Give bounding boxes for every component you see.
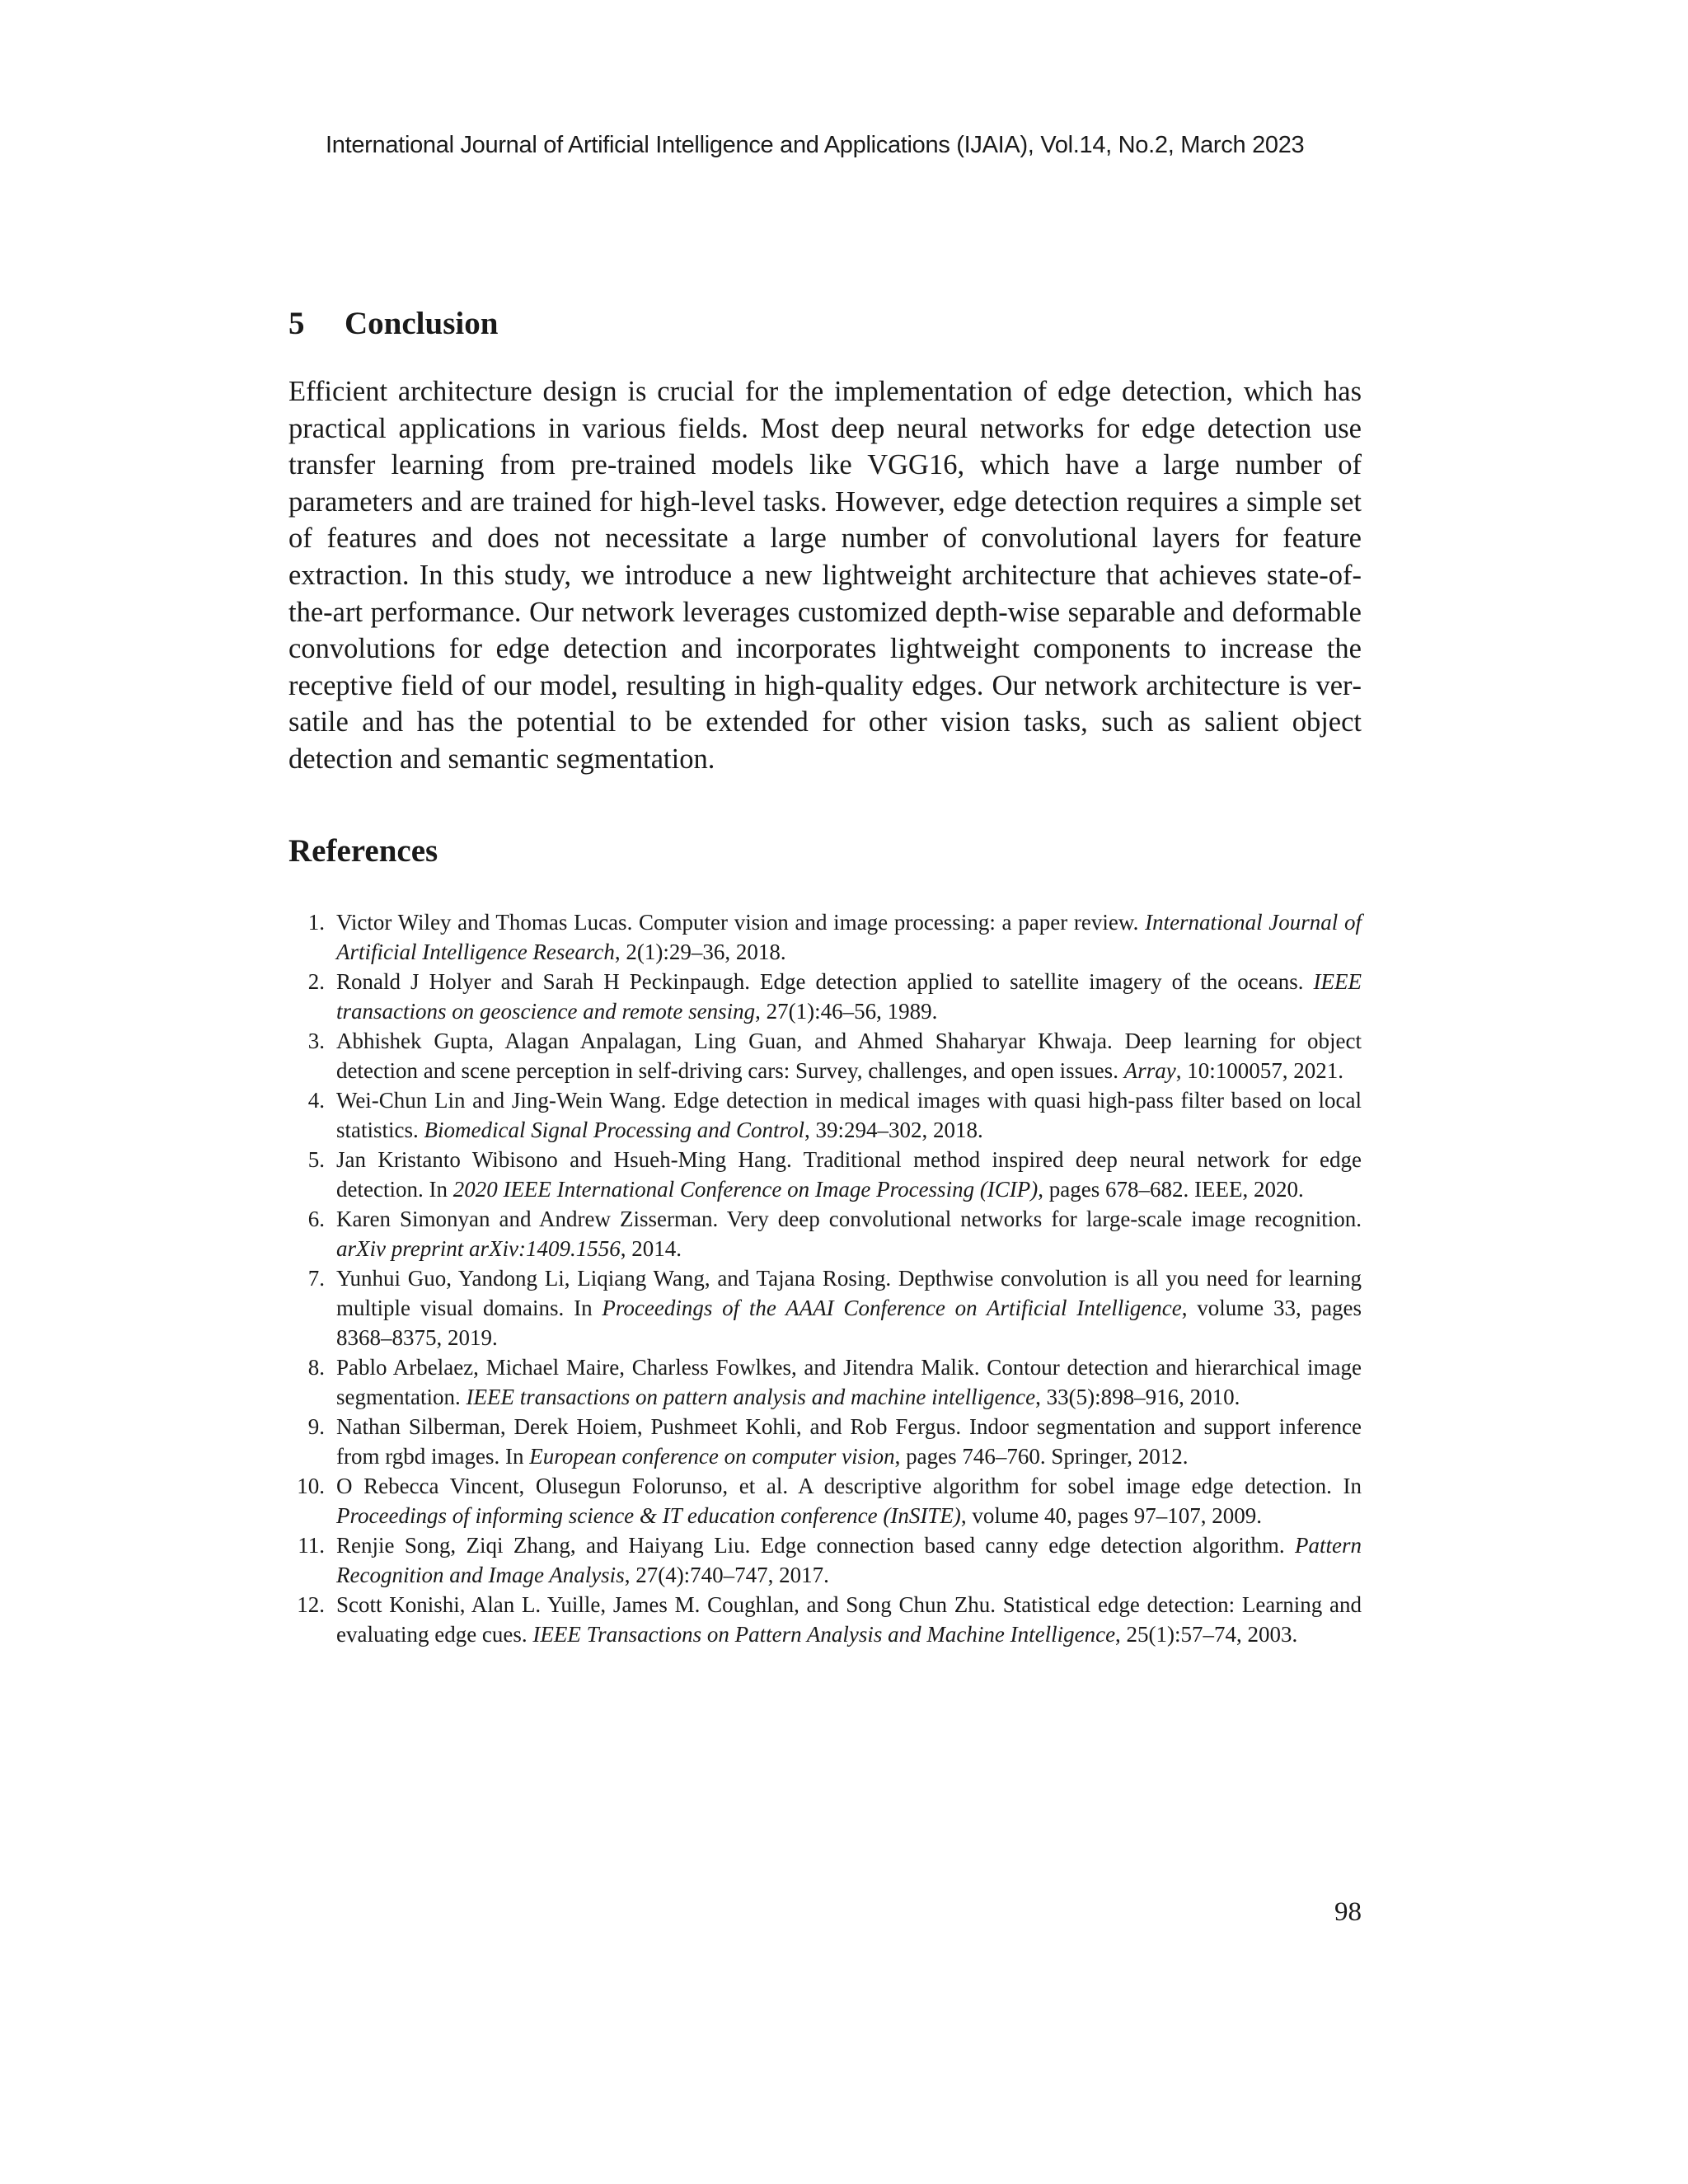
reference-details: , pages 746–760. Springer, 2012. xyxy=(894,1443,1189,1469)
reference-details: , 25(1):57–74, 2003. xyxy=(1115,1621,1298,1647)
reference-item xyxy=(288,1145,1362,1204)
reference-item xyxy=(288,1263,1362,1352)
reference-item xyxy=(288,1590,1362,1649)
reference-details: , 2(1):29–36, 2018. xyxy=(614,939,786,964)
reference-venue: IEEE transactions on pattern analysis and machine intelligence xyxy=(466,1384,1036,1409)
conclusion-section xyxy=(288,305,1362,778)
reference-venue: IEEE transactions on geoscience and remote sensing xyxy=(336,968,1362,1024)
reference-venue: IEEE Transactions on Pattern Analysis and Machine Intelligence xyxy=(532,1621,1116,1647)
reference-details: , 27(1):46–56, 1989. xyxy=(755,998,938,1024)
reference-details: , 27(4):740–747, 2017. xyxy=(624,1562,829,1587)
reference-authors-title: Abhishek Gupta, Alagan Anpalagan, Ling Guan, and Ahmed Shaharyar Khwaja. Deep learning for object detection and scene perception in self-driving cars: Survey, challenges, and open issues. xyxy=(336,1028,1362,1083)
reference-list xyxy=(288,907,1362,1649)
reference-number: 3. xyxy=(307,1028,325,1053)
reference-number: 1. xyxy=(307,909,325,935)
reference-authors-title: Ronald J Holyer and Sarah H Peckinpaugh. Edge detection applied to satellite imagery of the oceans. xyxy=(336,968,1304,994)
reference-venue: Biomedical Signal Processing and Control xyxy=(424,1117,804,1142)
reference-details: , 10:100057, 2021. xyxy=(1175,1057,1343,1083)
running-header: International Journal of Artificial Intelligence and Applications (IJAIA), Vol.14, No.2, March 2023 xyxy=(326,132,1305,158)
reference-authors-title: Karen Simonyan and Andrew Zisserman. Very deep convolutional networks for large-scale image recognition. xyxy=(336,1206,1362,1231)
reference-number: 2. xyxy=(307,968,325,994)
reference-item xyxy=(288,967,1362,1026)
reference-number: 4. xyxy=(307,1087,325,1113)
reference-authors-title: Scott Konishi, Alan L. Yuille, James M. Coughlan, and Song Chun Zhu. Statistical edge detection: Learning and evaluating edge cues. xyxy=(336,1591,1362,1647)
reference-number: 12. xyxy=(297,1591,325,1617)
reference-authors-title: Jan Kristanto Wibisono and Hsueh-Ming Hang. Traditional method inspired deep neural network for edge detection. In xyxy=(336,1146,1362,1202)
reference-authors-title: Renjie Song, Ziqi Zhang, and Haiyang Liu. Edge connection based canny edge detection algorithm. xyxy=(336,1532,1285,1558)
reference-details: , pages 678–682. IEEE, 2020. xyxy=(1038,1176,1304,1202)
reference-authors-title: Yunhui Guo, Yandong Li, Liqiang Wang, and Tajana Rosing. Depthwise convolution is all you need for learning multiple visual domains. In xyxy=(336,1265,1362,1320)
reference-venue: Proceedings of the AAAI Conference on Artificial Intelligence xyxy=(602,1295,1182,1320)
reference-details: , 39:294–302, 2018. xyxy=(804,1117,983,1142)
reference-venue: Array xyxy=(1123,1057,1176,1083)
reference-item xyxy=(288,1530,1362,1590)
references-heading: References xyxy=(288,832,438,869)
reference-item xyxy=(288,1204,1362,1263)
references-section xyxy=(288,832,1362,1649)
reference-item xyxy=(288,1085,1362,1145)
section-number: 5 xyxy=(288,306,305,341)
reference-venue: International Journal of Artificial Intelligence Research xyxy=(336,909,1362,964)
reference-venue: Pattern Recognition and Image Analysis xyxy=(336,1532,1362,1587)
reference-number: 6. xyxy=(307,1206,325,1231)
reference-venue: European conference on computer vision xyxy=(529,1443,895,1469)
reference-details: , 33(5):898–916, 2010. xyxy=(1035,1384,1240,1409)
reference-authors-title: O Rebecca Vincent, Olusegun Folorunso, et al. A descriptive algorithm for sobel image edge detection. In xyxy=(336,1473,1362,1498)
section-title: Conclusion xyxy=(345,306,499,341)
reference-authors-title: Victor Wiley and Thomas Lucas. Computer vision and image processing: a paper review. xyxy=(336,909,1139,935)
reference-number: 10. xyxy=(297,1473,325,1498)
reference-number: 8. xyxy=(307,1354,325,1380)
reference-number: 11. xyxy=(298,1532,325,1558)
page-body xyxy=(288,305,1362,1649)
reference-item xyxy=(288,1412,1362,1471)
reference-number: 5. xyxy=(307,1146,325,1172)
reference-venue: Proceedings of informing science & IT education conference (InSITE) xyxy=(336,1502,961,1528)
reference-number: 7. xyxy=(307,1265,325,1291)
reference-item xyxy=(288,1026,1362,1085)
reference-details: , 2014. xyxy=(620,1235,682,1261)
reference-details: , volume 33, pages 8368–8375, 2019. xyxy=(336,1295,1362,1350)
reference-item xyxy=(288,907,1362,967)
reference-item xyxy=(288,1471,1362,1530)
reference-authors-title: Pablo Arbelaez, Michael Maire, Charless Fowlkes, and Jitendra Malik. Contour detection and hierarchical image segmentation. xyxy=(336,1354,1362,1409)
conclusion-heading xyxy=(288,305,1362,342)
reference-authors-title: Wei-Chun Lin and Jing-Wein Wang. Edge detection in medical images with quasi high-pass filter based on local statistics. xyxy=(336,1087,1362,1142)
reference-authors-title: Nathan Silberman, Derek Hoiem, Pushmeet Kohli, and Rob Fergus. Indoor segmentation and support inference from rgbd images. In xyxy=(336,1413,1362,1469)
conclusion-paragraph: Efficient architecture design is crucial for the implementation of edge detection, which has practical applications in various fields. Most deep neural networks for edge detection use transfer learning from pre-trained models like VGG16, which have a large number of parameters and are trained for high-level tasks. However, edge detection requires a simple set of features and does not necessitate a large number of convolutional layers for feature extraction. In this study, we introduce a new lightweight architecture that achieves state-of-the-art performance. Our network leverages customized depth-wise separable and deformable convolutions for edge detection and incorporates lightweight components to increase the receptive field of our model, resulting in high-quality edges. Our network architecture is versatile and has the potential to be extended for other vision tasks, such as salient object detection and semantic segmentation. xyxy=(288,376,1362,775)
reference-venue: 2020 IEEE International Conference on Image Processing (ICIP) xyxy=(452,1176,1039,1202)
reference-item xyxy=(288,1352,1362,1412)
reference-venue: arXiv preprint arXiv:1409.1556 xyxy=(336,1235,621,1261)
reference-number: 9. xyxy=(307,1413,325,1439)
page-number: 98 xyxy=(1334,1897,1362,1927)
reference-details: , volume 40, pages 97–107, 2009. xyxy=(960,1502,1263,1528)
